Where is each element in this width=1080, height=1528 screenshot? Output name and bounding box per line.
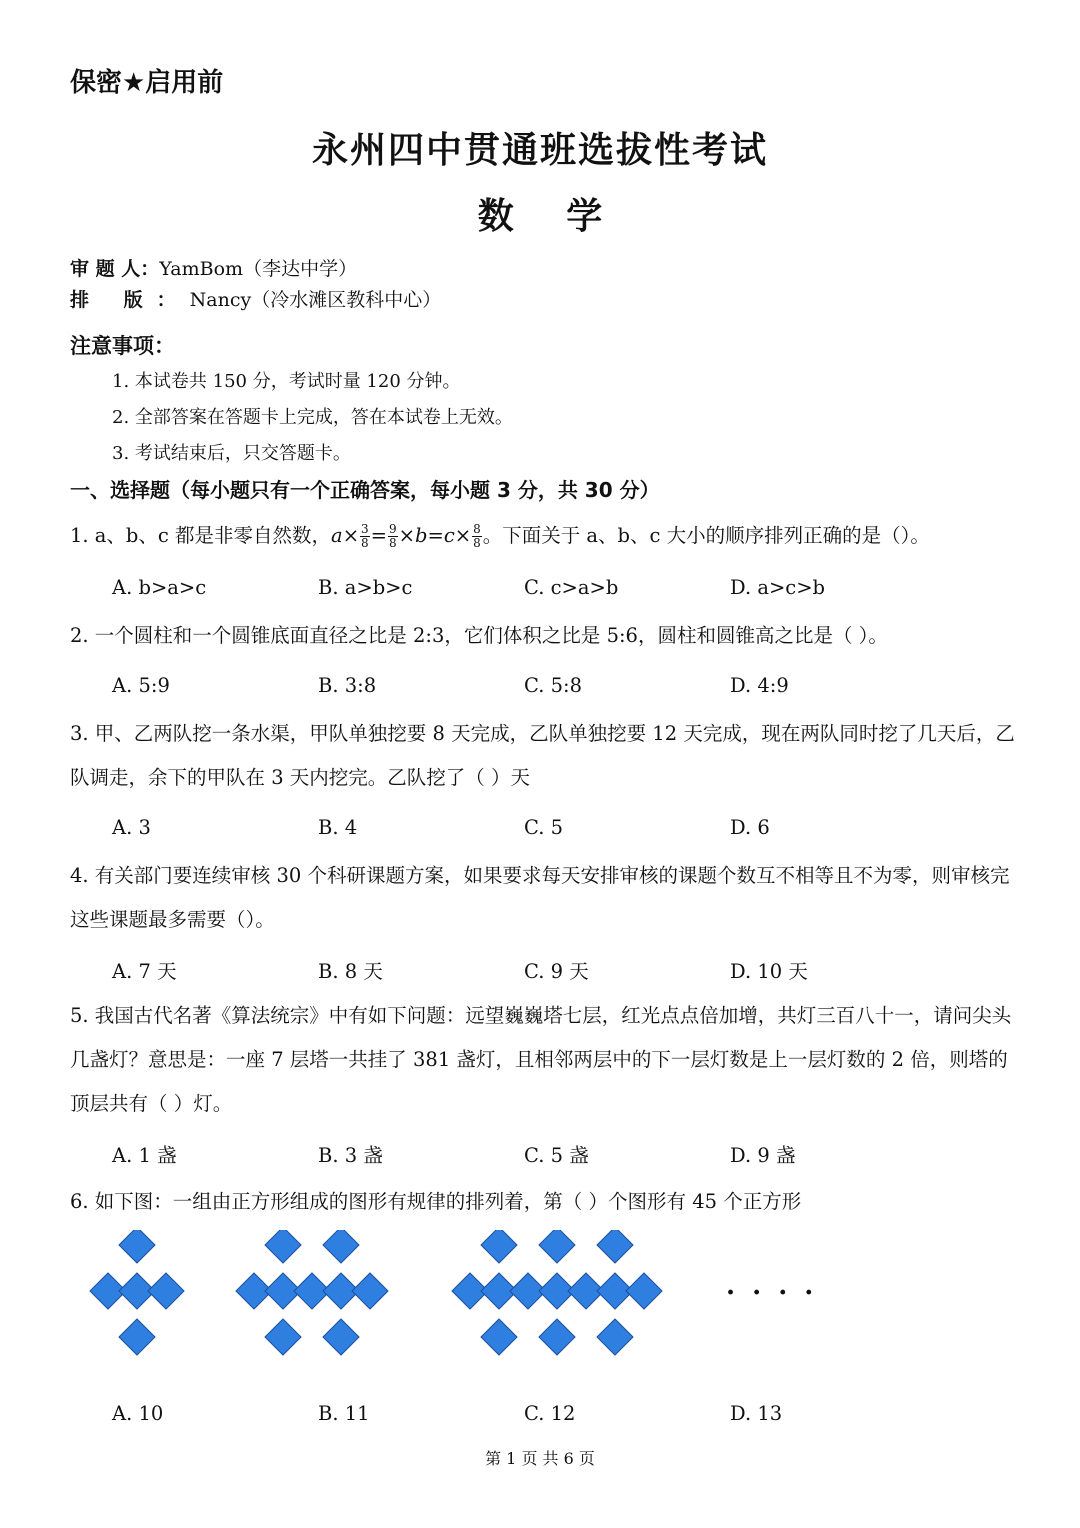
square-diamond [119,1230,155,1263]
option-d: D. 10 天 [730,960,808,983]
square-diamond [597,1319,633,1355]
option-d: D. 4:9 [730,674,789,697]
typesetter-line [70,285,441,312]
option-d: D. a>c>b [730,576,826,599]
option-d: D. 13 [730,1402,783,1425]
option-a: A. 3 [112,816,151,839]
square-diamond [597,1230,633,1263]
notice-item: 1. 本试卷共 150 分，考试时量 120 分钟。 [112,371,461,392]
option-c: C. 12 [524,1402,576,1425]
fraction: $\frac{3}{8}$ [361,522,369,550]
notice-heading: 注意事项： [70,334,175,358]
fraction: $\frac{8}{8}$ [473,522,481,550]
question-3: 3. 甲、乙两队挖一条水渠，甲队单独挖要 8 天完成，乙队单独挖要 12 天完成，现在两队同时挖了几天后，乙队调走，余下的甲队在 3 天内挖完。乙队挖了（ ）天 [70,722,1015,789]
reviewer-line [70,254,357,281]
square-diamond [323,1319,359,1355]
page-footer: 第 1 页 共 6 页 [485,1449,595,1468]
question-3-options [112,816,1012,839]
ellipsis: · · · · [726,1278,818,1308]
typesetter-label: 排 版： [70,289,190,311]
square-diamond [265,1319,301,1355]
question-5-options [112,1140,1012,1168]
square-diamond [481,1319,517,1355]
square-diamond [148,1273,184,1309]
reviewer-label: 审 题 人： [70,258,160,280]
reviewer-name: YamBom（李达中学） [159,258,358,280]
square-diamond [323,1230,359,1263]
question-1: 1. a、b、c 都是非零自然数，a× $\frac{3}{8}$ = $\frac{9}{8}$ ×b=c× $\frac{8}{8}$ 。下面关于 a、b、c 大小的顺序排列正确的是（）。 [70,522,930,550]
option-b: B. 11 [318,1402,370,1425]
option-b: B. 3:8 [318,674,377,697]
option-c: C. 5 盏 [524,1144,589,1167]
question-1-options [112,576,1012,599]
option-a: A. b>a>c [112,576,207,599]
question-6: 6. 如下图：一组由正方形组成的图形有规律的排列着，第（ ）个图形有 45 个正方形 [70,1190,802,1213]
notice-item: 2. 全部答案在答题卡上完成，答在本试卷上无效。 [112,407,513,428]
square-diamond [539,1319,575,1355]
pattern-figure-3 [452,1230,662,1355]
square-diamond [265,1230,301,1263]
option-a: A. 10 [112,1402,164,1425]
square-diamond [539,1230,575,1263]
option-b: B. 8 天 [318,960,383,983]
question-6-options [112,1402,1012,1425]
question-1-suffix: 。下面关于 a、b、c 大小的顺序排列正确的是（）。 [482,524,930,547]
option-c: C. 5 [524,816,564,839]
typesetter-name: Nancy（冷水滩区教科中心） [189,289,442,311]
option-b: B. a>b>c [318,576,413,599]
pattern-figure-1 [90,1230,184,1355]
option-d: D. 6 [730,816,770,839]
option-b: B. 4 [318,816,358,839]
option-a: A. 7 天 [112,960,177,983]
exam-title: 永州四中贯通班选拔性考试 [311,129,768,171]
square-diamond [481,1230,517,1263]
option-b: B. 3 盏 [318,1144,383,1167]
question-5: 5. 我国古代名著《算法统宗》中有如下问题：远望巍巍塔七层，红光点点倍加增，共灯三百八十一，请问尖头几盏灯？意思是：一座 7 层塔一共挂了 381 盏灯，且相邻两层中的下一层灯数是上一层灯数的 2 倍，则塔的顶层共有（ ）灯。 [70,1004,1012,1115]
option-d: D. 9 盏 [730,1144,796,1167]
option-c: C. 9 天 [524,960,589,983]
square-diamond [119,1319,155,1355]
section-heading: 一、选择题（每小题只有一个正确答案，每小题 3 分，共 30 分） [70,478,660,502]
option-c: C. 5:8 [524,674,583,697]
square-pattern-figure [80,1230,720,1360]
option-a: A. 5:9 [112,674,170,697]
confidential-label: 保密★启用前 [70,68,224,98]
question-4-options [112,956,1012,984]
square-diamond [352,1273,388,1309]
subject-title: 数 学 [477,195,603,237]
question-2: 2. 一个圆柱和一个圆锥底面直径之比是 2:3，它们体积之比是 5:6，圆柱和圆锥高之比是（ ）。 [70,624,888,647]
question-4: 4. 有关部门要连续审核 30 个科研课题方案，如果要求每天安排审核的课题个数互不相等且不为零，则审核完这些课题最多需要（）。 [70,864,1010,931]
option-a: A. 1 盏 [112,1144,177,1167]
question-2-options [112,674,1012,697]
square-diamond [626,1273,662,1309]
notice-item: 3. 考试结束后，只交答题卡。 [112,443,351,464]
option-c: C. c>a>b [524,576,619,599]
question-1-prefix: 1. a、b、c 都是非零自然数， [70,524,332,547]
fraction: $\frac{9}{8}$ [389,522,397,550]
pattern-figure-2 [236,1230,388,1355]
